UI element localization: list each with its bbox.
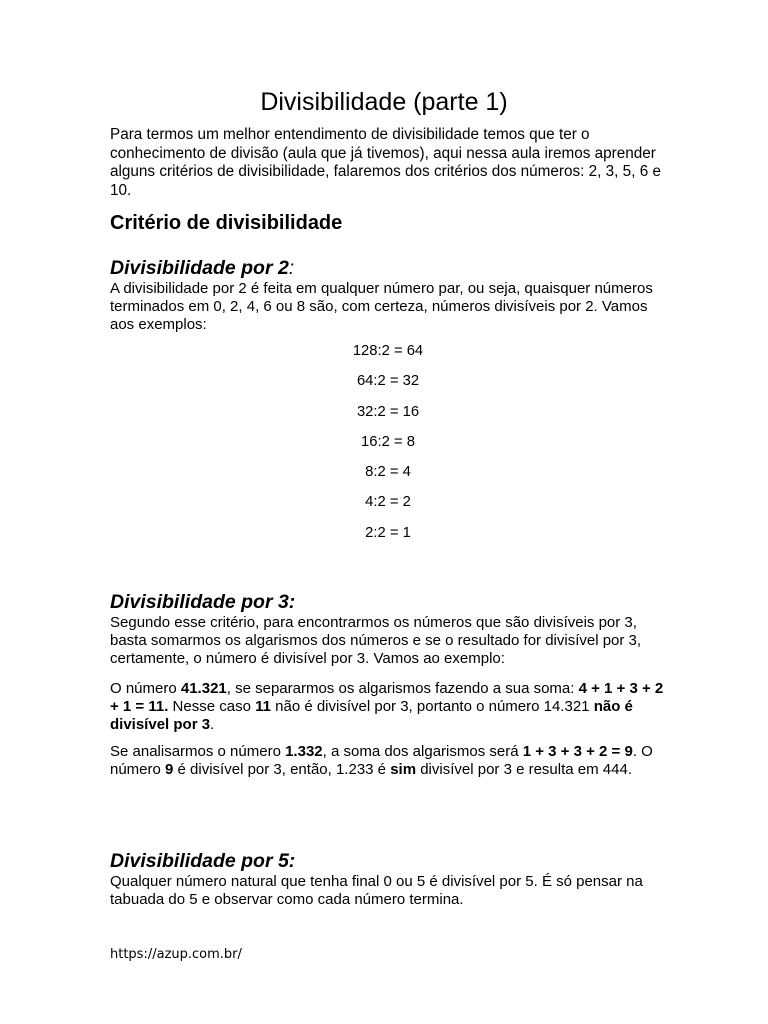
section-5-heading: Divisibilidade por 5:	[110, 850, 296, 872]
section-2-text: A divisibilidade por 2 é feita em qualquer número par, ou seja, quaisquer números terminados em 0, 2, 4, 6 ou 8 são, com certeza, números divisíveis por 2. Vamos aos exemplos:	[110, 280, 653, 333]
division-example: 8:2 = 4	[365, 464, 411, 481]
division-example: 32:2 = 16	[356, 403, 420, 420]
text-run: divisível por 3 e resulta em 444.	[416, 761, 632, 778]
section-3-example-2	[110, 743, 670, 779]
text-run: Se analisarmos o número	[110, 743, 286, 760]
text-run: .	[210, 716, 215, 733]
bold-run: 4 + 1 + 3 + 2 + 1 = 11.	[110, 680, 664, 715]
text-run: O número	[110, 680, 181, 697]
bold-run: 9	[165, 761, 174, 778]
intro-paragraph: Para termos um melhor entendimento de divisibilidade temos que ter o conhecimento de divisão (aula que já tivemos), aqui nessa aula iremos aprender alguns critérios de divisibilidade, falaremos dos critérios dos números: 2, 3, 5, 6 e 10.	[110, 126, 661, 199]
section-3-heading: Divisibilidade por 3:	[110, 591, 296, 613]
section-3-example-1	[110, 680, 670, 734]
page-title: Divisibilidade (parte 1)	[260, 88, 508, 116]
section-2-heading	[110, 256, 294, 280]
footer-url: https://azup.com.br/	[110, 947, 242, 962]
section-2-heading-text: Divisibilidade por 2	[110, 257, 289, 279]
bold-run: 1.332	[285, 743, 323, 760]
text-run: Nesse caso	[168, 698, 256, 715]
criteria-heading: Critério de divisibilidade	[110, 212, 343, 234]
division-example: 4:2 = 2	[365, 494, 411, 511]
bold-run: sim	[390, 761, 417, 778]
text-run: , se separarmos os algarismos fazendo a sua soma:	[226, 680, 579, 697]
division-example: 64:2 = 32	[356, 373, 420, 390]
division-examples	[0, 342, 768, 554]
bold-run: não é divisível por 3	[110, 698, 633, 733]
section-2-heading-colon: :	[288, 257, 295, 279]
text-run: . O número	[110, 743, 653, 778]
division-example: 128:2 = 64	[352, 343, 424, 359]
text-run: , a soma dos algarismos será	[322, 743, 523, 760]
bold-run: 41.321	[180, 680, 227, 697]
division-example: 2:2 = 1	[365, 524, 411, 541]
section-5-text: Qualquer número natural que tenha final 0 ou 5 é divisível por 5. É só pensar na tabuada do 5 e observar como cada número termina.	[110, 873, 643, 908]
text-run: não é divisível por 3, portanto o número 14.321	[270, 698, 594, 715]
bold-run: 1 + 3 + 3 + 2 = 9	[522, 743, 633, 760]
bold-run: 11	[255, 698, 271, 715]
section-3-text: Segundo esse critério, para encontrarmos os números que são divisíveis por 3, basta somarmos os algarismos dos números e se o resultado for divisível por 3, certamente, o número é divisível por 3. Vamos ao exemplo:	[110, 614, 642, 667]
text-run: é divisível por 3, então, 1.233 é	[173, 761, 391, 778]
division-example: 16:2 = 8	[361, 433, 415, 450]
